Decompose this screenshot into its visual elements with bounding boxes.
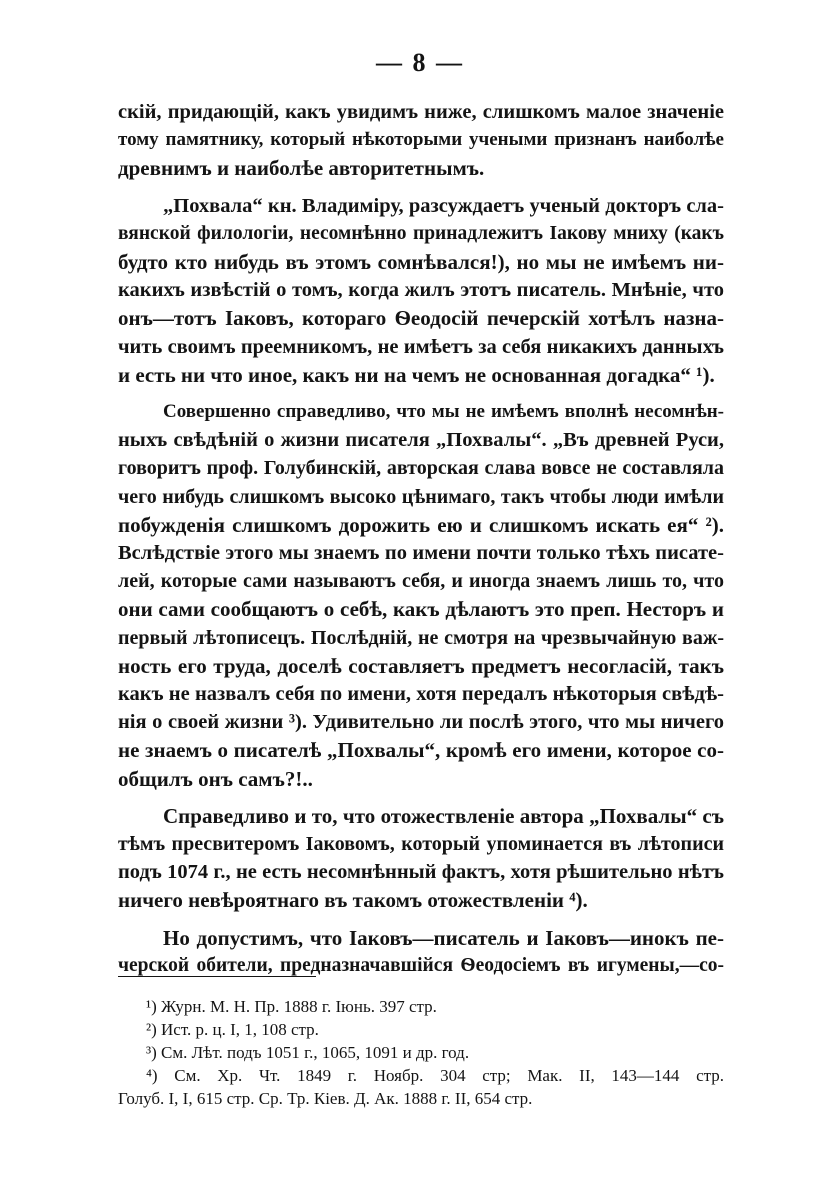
text-line: они сами сообщаютъ о себѣ, какъ дѣлаютъ это преп. Несторъ и — [118, 597, 724, 622]
text-line: побужденія слишкомъ дорожить ею и слишкомъ искать ея“ ²). — [118, 512, 724, 537]
text-line: чить своимъ преемникомъ, не имѣетъ за себя никакихъ данныхъ — [118, 335, 724, 358]
text-line: вянской филологіи, несомнѣнно принадлежитъ Іакову мниху (какъ — [118, 222, 724, 244]
footnote-4: ⁴) См. Хр. Чт. 1849 г. Ноябр. 304 стр; Мак. II, 143—144 стр. — [146, 1066, 724, 1085]
text-line: подъ 1074 г., не есть несомнѣнный фактъ, хотя рѣшительно нѣтъ — [118, 861, 724, 884]
text-line: не знаемъ о писателѣ „Похвалы“, кромѣ его имени, которое со- — [118, 738, 724, 763]
text-line: онъ—тотъ Іаковъ, котораго Ѳеодосій печерскій хотѣлъ назна- — [118, 306, 724, 331]
text-line: первый лѣтописецъ. Послѣдній, не смотря на чрезвычайную важ- — [118, 626, 724, 649]
text-line: лей, которые сами называютъ себя, и иногда знаемъ лишь то, что — [118, 570, 724, 593]
paragraph-first-line: Совершенно справедливо, что мы не имѣемъ вполнѣ несомнѣн- — [163, 401, 724, 422]
page-number: — 8 — — [376, 48, 464, 77]
text-line: ничего невѣроятнаго въ такомъ отожествленіи ⁴). — [118, 888, 588, 913]
footnote-1: ¹) Журн. М. Н. Пр. 1888 г. Іюнь. 397 стр. — [146, 997, 437, 1016]
paragraph-first-line: Справедливо и то, что отожествленіе автора „Похвалы“ съ — [163, 803, 724, 828]
text-line: тѣмъ пресвитеромъ Іаковомъ, который упоминается въ лѣтописи — [118, 833, 724, 855]
text-line: тому памятнику, который нѣкоторыми учеными признанъ наиболѣе — [118, 129, 724, 151]
text-line: чего нибудь слишкомъ высоко цѣнимаго, такъ чтобы люди имѣли — [118, 485, 724, 508]
text-line: говоритъ проф. Голубинскій, авторская слава вовсе не составляла — [118, 457, 724, 480]
text-line: ныхъ свѣдѣній о жизни писателя „Похвалы“. „Въ древней Руси, — [118, 429, 724, 452]
text-line: ность его труда, доселѣ составляетъ предметъ несогласій, такъ — [118, 653, 724, 678]
text-line: Вслѣдствіе этого мы знаемъ по имени почти только тѣхъ писате- — [118, 542, 724, 564]
text-line: и есть ни что иное, какъ ни на чемъ не основанная догадка“ ¹). — [118, 362, 715, 387]
text-line: нія о своей жизни ³). Удивительно ли послѣ этого, что мы ничего — [118, 711, 724, 734]
text-line: какихъ извѣстій о томъ, когда жилъ этотъ писатель. Мнѣніе, что — [118, 279, 724, 302]
text-line: скій, придающій, какъ увидимъ ниже, слишкомъ малое значеніе — [118, 101, 724, 123]
text-line: какъ не назвалъ себя по имени, хотя передалъ нѣкоторыя свѣдѣ- — [118, 683, 724, 705]
footnote-4-continuation: Голуб. I, I, 615 стр. Ср. Тр. Кіев. Д. Ак. 1888 г. II, 654 стр. — [118, 1089, 533, 1108]
footnote-3: ³) См. Лѣт. подъ 1051 г., 1065, 1091 и др. год. — [146, 1043, 470, 1062]
text-line: черской обители, предназначавшійся Ѳеодосіемъ въ игумены,—со- — [118, 954, 724, 976]
footnote-2: ²) Ист. р. ц. I, 1, 108 стр. — [146, 1020, 319, 1039]
text-line: общилъ онъ самъ?!.. — [118, 766, 313, 791]
paragraph-first-line: Но допустимъ, что Іаковъ—писатель и Іаковъ—инокъ пе- — [163, 925, 724, 950]
text-line: древнимъ и наиболѣе авторитетнымъ. — [118, 156, 485, 181]
paragraph-first-line: „Похвала“ кн. Владиміру, разсуждаетъ ученый докторъ сла- — [163, 194, 724, 217]
text-line: будто кто нибудь въ этомъ сомнѣвался!), но мы не имѣемъ ни- — [118, 250, 724, 274]
